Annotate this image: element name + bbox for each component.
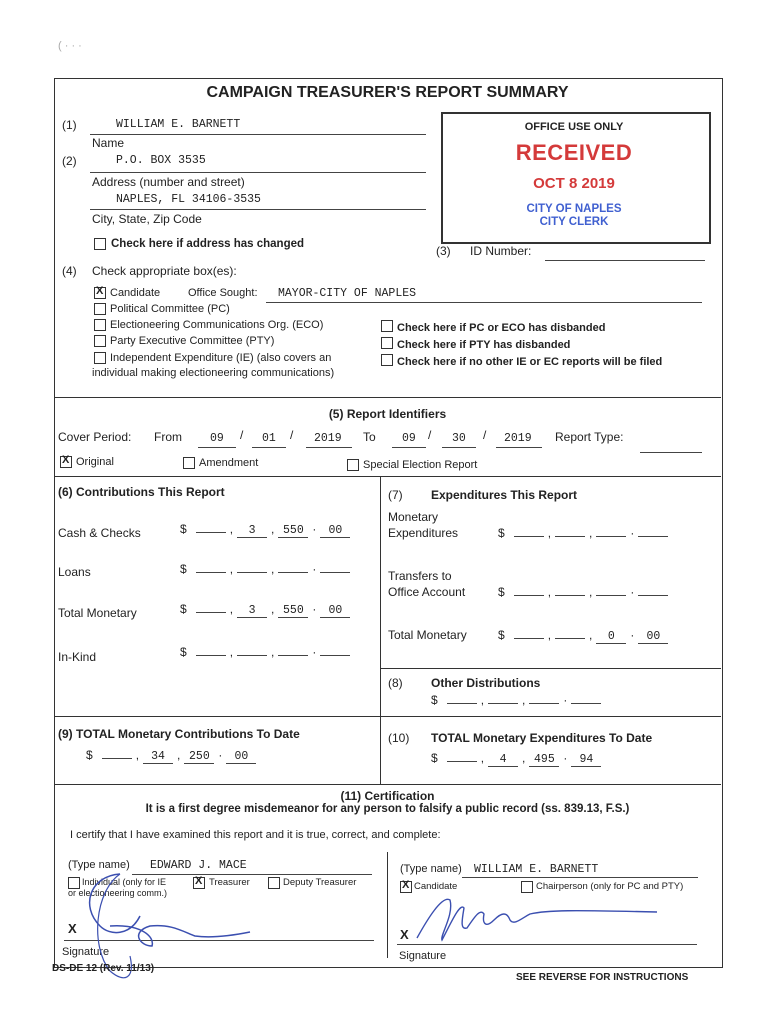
amount-segment (196, 572, 226, 573)
s10-total-amount[interactable]: $ , 4 , 495 · 94 (431, 751, 604, 767)
amount-segment (638, 536, 668, 537)
amount-segment (514, 638, 544, 639)
s4-label: Check appropriate box(es): (92, 264, 237, 278)
candidate-signer-name-value[interactable]: WILLIAM E. BARNETT (474, 863, 599, 876)
office-sought-value[interactable]: MAYOR-CITY OF NAPLES (278, 287, 417, 300)
divider-s6 (54, 476, 721, 477)
signer-candidate-checkbox[interactable] (400, 881, 412, 893)
report-type-label: Report Type: (555, 430, 624, 444)
amendment-label: Amendment (199, 457, 259, 469)
amount-segment: 3 (237, 604, 267, 618)
amount-segment: 550 (278, 524, 308, 538)
divider-signatures (387, 852, 388, 958)
deputy-treasurer-label: Deputy Treasurer (283, 877, 357, 888)
to-year-line (496, 447, 542, 448)
from-month[interactable]: 09 (210, 432, 224, 445)
amount-segment: 34 (143, 750, 173, 764)
city-value[interactable]: NAPLES, FL 34106-3535 (116, 193, 261, 206)
treasurer-name-value[interactable]: EDWARD J. MACE (150, 859, 247, 872)
eco-label: Electioneering Communications Org. (ECO) (110, 319, 324, 331)
name-line (90, 134, 426, 135)
original-label: Original (76, 456, 114, 468)
candidate-name-value[interactable]: WILLIAM E. BARNETT (116, 118, 241, 131)
divider-s8 (380, 668, 721, 669)
report-type-line[interactable] (640, 452, 702, 453)
amount-segment: 00 (226, 750, 256, 764)
cash-checks-amount[interactable]: $ , 3 , 550 · 00 (180, 522, 353, 538)
divider-s9-s10 (380, 716, 381, 784)
received-date: OCT 8 2019 (533, 175, 615, 192)
form-id: DS-DE 12 (Rev. 11/13) (52, 963, 155, 974)
id-number-label: ID Number: (470, 244, 532, 258)
office-sought-label: Office Sought: (188, 287, 258, 299)
to-month-line (392, 447, 426, 448)
to-month[interactable]: 09 (402, 432, 416, 445)
amount-segment (514, 536, 544, 537)
amount-segment (278, 572, 308, 573)
received-stamp: RECEIVED (515, 140, 633, 165)
total-monetary-label: Total Monetary (58, 606, 137, 620)
amount-segment (571, 703, 601, 704)
pty-disbanded-label: Check here if PTY has disbanded (397, 339, 571, 351)
from-day[interactable]: 01 (262, 432, 276, 445)
amount-segment: 4 (488, 753, 518, 767)
city-stamp-2: CITY CLERK (539, 216, 609, 228)
pty-checkbox[interactable] (94, 335, 106, 347)
divider-s5 (54, 397, 721, 398)
amount-segment (278, 655, 308, 656)
from-year-line (306, 447, 352, 448)
chairperson-label: Chairperson (only for PC and PTY) (536, 881, 684, 892)
loans-label: Loans (58, 565, 91, 579)
left-signature-label: Signature (62, 946, 110, 958)
amount-segment (638, 595, 668, 596)
s7-title: Expenditures This Report (431, 488, 578, 502)
no-other-ie-checkbox[interactable] (381, 354, 393, 366)
amount-segment (514, 595, 544, 596)
city-stamp-1: CITY OF NAPLES (526, 203, 622, 215)
treasurer-label: Treasurer (209, 877, 250, 888)
transfers-label-1: Transfers to (388, 569, 452, 583)
s8-title: Other Distributions (431, 676, 541, 690)
amount-segment: 94 (571, 753, 601, 767)
amount-segment (555, 536, 585, 537)
form-title: CAMPAIGN TREASURER'S REPORT SUMMARY (206, 84, 569, 101)
candidate-checkbox[interactable] (94, 287, 106, 299)
s9-total-amount[interactable]: $ , 34 , 250 · 00 (86, 748, 259, 764)
pty-label: Party Executive Committee (PTY) (110, 335, 275, 347)
from-slash-1: / (240, 428, 244, 442)
divider-s6-s7 (380, 476, 381, 716)
loans-amount[interactable]: $ , , · (180, 562, 353, 576)
cover-period-label: Cover Period: (58, 430, 132, 444)
ie-label-2: individual making electioneering communications) (92, 367, 335, 379)
amount-segment: 00 (638, 630, 668, 644)
amount-segment (196, 655, 226, 656)
amount-segment (596, 595, 626, 596)
address-changed-checkbox[interactable] (94, 238, 106, 250)
right-signature-x: X (400, 927, 409, 942)
s8-number: (8) (388, 676, 403, 690)
monetary-expenditures-label-2: Expenditures (388, 526, 459, 540)
s9-title: (9) TOTAL Monetary Contributions To Date (58, 727, 300, 741)
s3-number: (3) (436, 244, 451, 258)
amount-segment (555, 595, 585, 596)
s7-number: (7) (388, 488, 403, 502)
amount-segment (237, 572, 267, 573)
no-other-ie-label: Check here if no other IE or EC reports will be filed (397, 356, 663, 368)
left-type-name-label: (Type name) (68, 859, 130, 871)
s11-warning: It is a first degree misdemeanor for any person to falsify a public record (ss. 839.13, F.S.) (145, 803, 630, 815)
inkind-amount[interactable]: $ , , · (180, 645, 353, 659)
inkind-label: In-Kind (58, 650, 97, 664)
street-label: Address (number and street) (92, 175, 245, 189)
amount-segment: 00 (320, 524, 350, 538)
pc-label: Political Committee (PC) (110, 303, 230, 315)
s1-number: (1) (62, 118, 77, 132)
s10-title: TOTAL Monetary Expenditures To Date (431, 731, 653, 745)
from-month-line (198, 447, 236, 448)
monetary-expenditures-label-1: Monetary (388, 510, 439, 524)
office-sought-line (266, 302, 702, 303)
total-monetary-amount[interactable]: $ , 3 , 550 · 00 (180, 602, 353, 618)
pc-disbanded-label: Check here if PC or ECO has disbanded (397, 322, 606, 334)
amount-segment (447, 703, 477, 704)
to-label: To (363, 430, 376, 444)
amount-segment: 250 (184, 750, 214, 764)
cash-checks-label: Cash & Checks (58, 526, 141, 540)
s4-number: (4) (62, 264, 77, 278)
amount-segment (102, 758, 132, 759)
amount-segment: 495 (529, 753, 559, 767)
to-day[interactable]: 30 (452, 432, 466, 445)
eco-checkbox[interactable] (94, 319, 106, 331)
from-label: From (154, 430, 182, 444)
s7-total-label: Total Monetary (388, 628, 467, 642)
left-signature-x: X (68, 921, 77, 936)
amount-segment (596, 536, 626, 537)
divider-s11 (54, 784, 721, 785)
transfers-amount[interactable]: $ , , · (498, 585, 671, 599)
s10-number: (10) (388, 731, 410, 745)
other-distributions-amount[interactable]: $ , , · (431, 693, 604, 707)
city-label: City, State, Zip Code (92, 212, 202, 226)
amount-segment: 3 (237, 524, 267, 538)
to-slash-2: / (483, 428, 487, 442)
right-signature-label: Signature (399, 950, 447, 962)
amount-segment (488, 703, 518, 704)
from-slash-2: / (290, 428, 294, 442)
amount-segment: 00 (320, 604, 350, 618)
from-day-line (252, 447, 286, 448)
amendment-checkbox[interactable] (183, 457, 195, 469)
monetary-expenditures-amount[interactable]: $ , , · (498, 526, 671, 540)
amount-segment (196, 612, 226, 613)
instructions-note: SEE REVERSE FOR INSTRUCTIONS (516, 972, 689, 983)
s7-total-amount[interactable]: $ , , 0 · 00 (498, 628, 671, 644)
name-label: Name (92, 136, 125, 150)
amount-segment (237, 655, 267, 656)
to-day-line (442, 447, 476, 448)
deputy-treasurer-checkbox[interactable] (268, 877, 280, 889)
transfers-label-2: Office Account (388, 585, 466, 599)
to-year[interactable]: 2019 (504, 432, 532, 445)
street-value[interactable]: P.O. BOX 3535 (116, 154, 206, 167)
amount-segment (320, 655, 350, 656)
amount-segment: 550 (278, 604, 308, 618)
right-name-line (462, 877, 698, 878)
amount-segment: 0 (596, 630, 626, 644)
pc-disbanded-checkbox[interactable] (381, 320, 393, 332)
amount-segment (320, 572, 350, 573)
special-election-checkbox[interactable] (347, 459, 359, 471)
id-number-line[interactable] (545, 260, 705, 261)
amount-segment (196, 532, 226, 533)
individual-label-1: Individual (only for IE (82, 877, 167, 887)
s11-certify: I certify that I have examined this report and it is true, correct, and complete: (70, 829, 441, 841)
candidate-signature (412, 890, 682, 950)
s11-title: (11) Certification (340, 789, 435, 803)
amount-segment (529, 703, 559, 704)
right-type-name-label: (Type name) (400, 863, 462, 875)
divider-s9 (54, 716, 721, 717)
amount-segment (555, 638, 585, 639)
s6-title: (6) Contributions This Report (58, 485, 225, 499)
address-changed-label: Check here if address has changed (111, 238, 305, 250)
ie-checkbox[interactable] (94, 352, 106, 364)
street-line (90, 172, 426, 173)
to-slash-1: / (428, 428, 432, 442)
s2-number: (2) (62, 154, 77, 168)
from-year[interactable]: 2019 (314, 432, 342, 445)
candidate-label: Candidate (110, 287, 161, 299)
individual-label-2: or electioneering comm.) (68, 888, 168, 898)
office-use-title: OFFICE USE ONLY (524, 121, 624, 133)
original-checkbox[interactable] (60, 456, 72, 468)
s5-title: (5) Report Identifiers (328, 407, 447, 421)
signer-candidate-label: Candidate (414, 881, 458, 892)
pc-checkbox[interactable] (94, 303, 106, 315)
corner-mark: ( · · · (58, 40, 82, 52)
pty-disbanded-checkbox[interactable] (381, 337, 393, 349)
city-line (90, 209, 426, 210)
ie-label-1: Independent Expenditure (IE) (also covers an (110, 352, 332, 364)
amount-segment (447, 761, 477, 762)
special-election-label: Special Election Report (363, 459, 478, 471)
